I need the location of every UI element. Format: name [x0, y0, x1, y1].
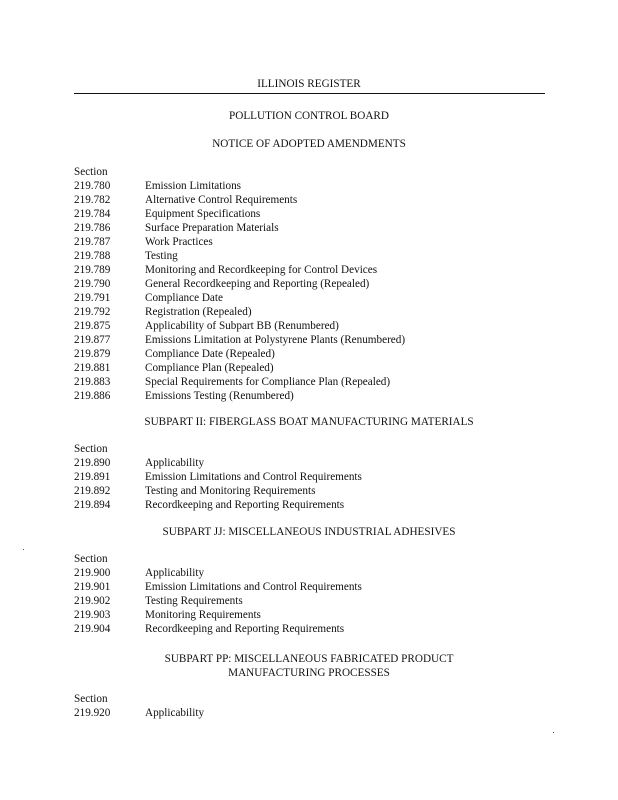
section-number: 219.883 [74, 376, 111, 388]
section-number: 219.792 [74, 306, 111, 318]
section-title: Emissions Limitation at Polystyrene Plants (Renumbered) [145, 334, 406, 346]
section-entry [74, 498, 554, 512]
section-entry [74, 566, 554, 580]
section-number: 219.890 [74, 457, 111, 469]
section-entry [74, 361, 554, 375]
subpart-jj-heading: SUBPART JJ: MISCELLANEOUS INDUSTRIAL ADHESIVES [162, 526, 456, 538]
section-entry [74, 389, 554, 403]
section-title: Emission Limitations and Control Requirements [145, 581, 362, 593]
section-title: General Recordkeeping and Reporting (Repealed) [145, 278, 370, 290]
section-title: Monitoring Requirements [145, 609, 261, 621]
section-entry [74, 594, 554, 608]
section-title: Special Requirements for Compliance Plan (Repealed) [145, 376, 391, 388]
section-entry [74, 319, 554, 333]
section-title: Surface Preparation Materials [145, 222, 279, 234]
section-entry [74, 333, 554, 347]
section-label: Section [74, 553, 108, 565]
section-entry [74, 484, 554, 498]
section-title: Testing Requirements [145, 595, 243, 607]
section-entry [74, 375, 554, 389]
section-title: Emission Limitations [145, 180, 242, 192]
section-number: 219.904 [74, 623, 111, 635]
section-entry [74, 249, 554, 263]
section-number: 219.791 [74, 292, 111, 304]
section-entry [74, 706, 554, 720]
section-entry [74, 179, 554, 193]
section-title: Monitoring and Recordkeeping for Control Devices [145, 264, 378, 276]
section-list-main [74, 179, 554, 403]
section-entry [74, 235, 554, 249]
section-list-subpart-pp [74, 706, 554, 720]
section-title: Equipment Specifications [145, 208, 261, 220]
section-title: Emission Limitations and Control Requirements [145, 471, 362, 483]
section-entry [74, 193, 554, 207]
section-title: Applicability of Subpart BB (Renumbered) [145, 320, 339, 332]
section-title: Recordkeeping and Reporting Requirements [145, 499, 345, 511]
section-entry [74, 347, 554, 361]
section-number: 219.886 [74, 390, 111, 402]
register-title: ILLINOIS REGISTER [257, 78, 361, 90]
section-title: Compliance Date (Repealed) [145, 348, 275, 360]
section-number: 219.784 [74, 208, 111, 220]
section-title: Registration (Repealed) [145, 306, 252, 318]
section-entry [74, 277, 554, 291]
subpart-pp-heading-line1: SUBPART PP: MISCELLANEOUS FABRICATED PRODUCT [164, 653, 454, 665]
section-list-subpart-jj [74, 566, 554, 636]
section-label: Section [74, 166, 108, 178]
section-title: Alternative Control Requirements [145, 194, 298, 206]
section-title: Work Practices [145, 236, 213, 248]
section-number: 219.903 [74, 609, 111, 621]
section-number: 219.891 [74, 471, 111, 483]
section-entry [74, 580, 554, 594]
section-number: 219.788 [74, 250, 111, 262]
section-entry [74, 207, 554, 221]
section-list-subpart-ii [74, 456, 554, 512]
section-entry [74, 221, 554, 235]
section-number: 219.877 [74, 334, 111, 346]
section-number: 219.780 [74, 180, 111, 192]
section-number: 219.902 [74, 595, 111, 607]
subpart-pp-heading [0, 652, 618, 680]
section-number: 219.875 [74, 320, 111, 332]
section-number: 219.894 [74, 499, 111, 511]
section-number: 219.790 [74, 278, 111, 290]
section-entry [74, 291, 554, 305]
section-entry [74, 608, 554, 622]
section-title: Testing [145, 250, 178, 262]
section-label: Section [74, 443, 108, 455]
section-entry [74, 622, 554, 636]
section-number: 219.892 [74, 485, 111, 497]
section-entry [74, 263, 554, 277]
notice-title: NOTICE OF ADOPTED AMENDMENTS [212, 138, 406, 150]
section-number: 219.786 [74, 222, 111, 234]
subpart-ii-heading: SUBPART II: FIBERGLASS BOAT MANUFACTURING MATERIALS [144, 416, 474, 428]
section-number: 219.881 [74, 362, 111, 374]
section-number: 219.789 [74, 264, 111, 276]
section-title: Recordkeeping and Reporting Requirements [145, 623, 345, 635]
section-number: 219.782 [74, 194, 111, 206]
section-title: Applicability [145, 707, 205, 719]
scan-speck [23, 549, 24, 550]
subpart-pp-heading-line2: MANUFACTURING PROCESSES [228, 667, 390, 679]
scan-speck [553, 732, 554, 733]
section-entry [74, 470, 554, 484]
section-title: Compliance Plan (Repealed) [145, 362, 274, 374]
section-title: Applicability [145, 567, 205, 579]
section-number: 219.920 [74, 707, 111, 719]
section-number: 219.879 [74, 348, 111, 360]
header-rule [74, 93, 545, 94]
section-title: Compliance Date [145, 292, 223, 304]
section-label: Section [74, 693, 108, 705]
board-name: POLLUTION CONTROL BOARD [229, 110, 389, 122]
section-title: Applicability [145, 457, 205, 469]
section-entry [74, 456, 554, 470]
section-title: Testing and Monitoring Requirements [145, 485, 316, 497]
section-title: Emissions Testing (Renumbered) [145, 390, 294, 402]
section-number: 219.901 [74, 581, 111, 593]
section-number: 219.900 [74, 567, 111, 579]
section-number: 219.787 [74, 236, 111, 248]
section-entry [74, 305, 554, 319]
